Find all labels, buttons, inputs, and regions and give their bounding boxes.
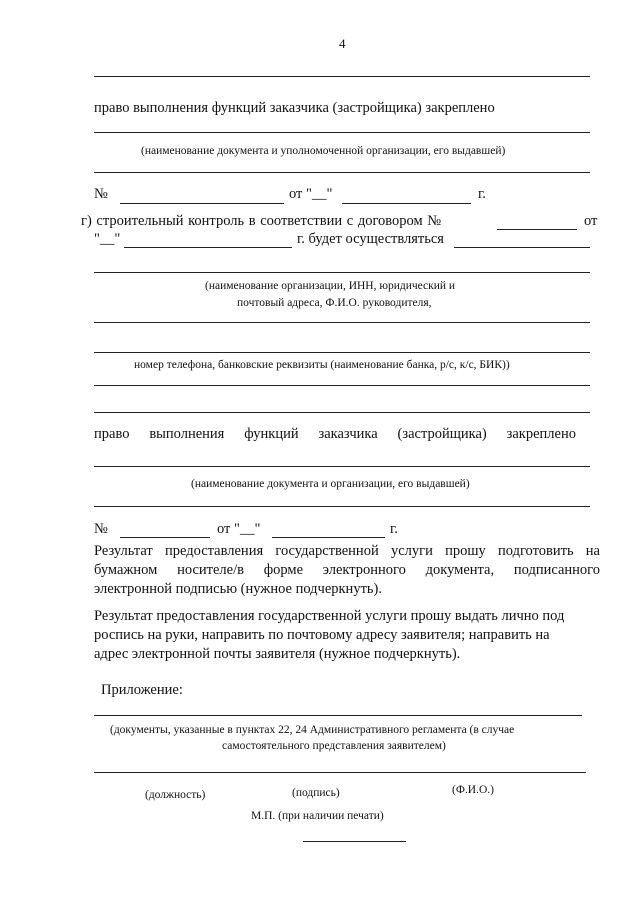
- number-label-2: №: [94, 521, 108, 537]
- number-label: №: [94, 186, 108, 202]
- result-paper-line-3: электронной подписью (нужное подчеркнуть).: [94, 581, 382, 597]
- contract-date-blank: [124, 247, 292, 248]
- construction-date-prefix: "__": [94, 231, 121, 247]
- blank-line: [94, 76, 590, 77]
- rights-word: закреплено: [506, 426, 576, 442]
- contract-number-blank: [497, 229, 577, 230]
- blank-line: [94, 506, 590, 507]
- date-blank-2: [272, 537, 385, 538]
- doc-caption-2: (наименование документа и организации, его выдавшей): [191, 478, 470, 490]
- from-label: от "__": [289, 186, 333, 202]
- doc-caption: (наименование документа и уполномоченной организации, его выдавшей): [141, 145, 506, 157]
- position-label: (должность): [145, 789, 206, 801]
- construction-from: от: [584, 213, 598, 229]
- result-paper-line-1: Результат предоставления государственной услуги прошу подготовить на: [94, 543, 600, 559]
- rights-word: заказчика: [318, 426, 378, 442]
- appendix-caption-2: самостоятельного представления заявителем): [222, 740, 446, 752]
- bank-caption: номер телефона, банковские реквизиты (наименование банка, р/с, к/с, БИК)): [134, 359, 510, 371]
- blank-line: [94, 466, 590, 467]
- page-number: 4: [339, 36, 346, 51]
- number-blank-2: [120, 537, 210, 538]
- year-suffix-2: г.: [390, 521, 398, 537]
- blank-line: [94, 352, 590, 353]
- result-paper-line-2: бумажном носителе/в форме электронного документа, подписанного: [94, 562, 600, 578]
- rights-text: право выполнения функций заказчика (застройщика) закреплено: [94, 100, 495, 116]
- blank-line: [94, 272, 590, 273]
- blank-line: [94, 132, 590, 133]
- org-caption-1: (наименование организации, ИНН, юридический и: [205, 280, 456, 292]
- construction-line-1: г) строительный контроль в соответствии с договором №: [81, 213, 442, 229]
- stamp-line: [303, 841, 406, 842]
- executor-blank: [454, 247, 590, 248]
- blank-line: [94, 385, 590, 386]
- signature-line: [94, 772, 586, 773]
- name-label: (Ф.И.О.): [452, 784, 494, 796]
- blank-line: [94, 172, 590, 173]
- appendix-title: Приложение:: [101, 682, 183, 698]
- rights-word: функций: [244, 426, 299, 442]
- blank-line: [94, 715, 582, 716]
- blank-line: [94, 322, 590, 323]
- from-label-2: от "__": [217, 521, 261, 537]
- rights-word: право: [94, 426, 130, 442]
- construction-line-2: г. будет осуществляться: [297, 231, 444, 247]
- appendix-caption-1: (документы, указанные в пунктах 22, 24 Административного регламента (в случае: [110, 724, 515, 736]
- stamp-label: М.П. (при наличии печати): [251, 810, 384, 822]
- rights-word: выполнения: [149, 426, 225, 442]
- date-blank: [342, 203, 471, 204]
- result-delivery-line-3: адрес электронной почты заявителя (нужное подчеркнуть).: [94, 646, 461, 662]
- sign-label: (подпись): [292, 787, 340, 799]
- year-suffix: г.: [478, 186, 486, 202]
- rights-text-2: [94, 426, 576, 443]
- result-delivery-line-2: роспись на руки, направить по почтовому адресу заявителя; направить на: [94, 627, 550, 643]
- rights-word: (застройщика): [397, 426, 487, 442]
- result-delivery-line-1: Результат предоставления государственной услуги прошу выдать лично под: [94, 608, 565, 624]
- number-blank: [120, 203, 284, 204]
- blank-line: [94, 412, 590, 413]
- org-caption-2: почтовый адреса, Ф.И.О. руководителя,: [237, 297, 432, 309]
